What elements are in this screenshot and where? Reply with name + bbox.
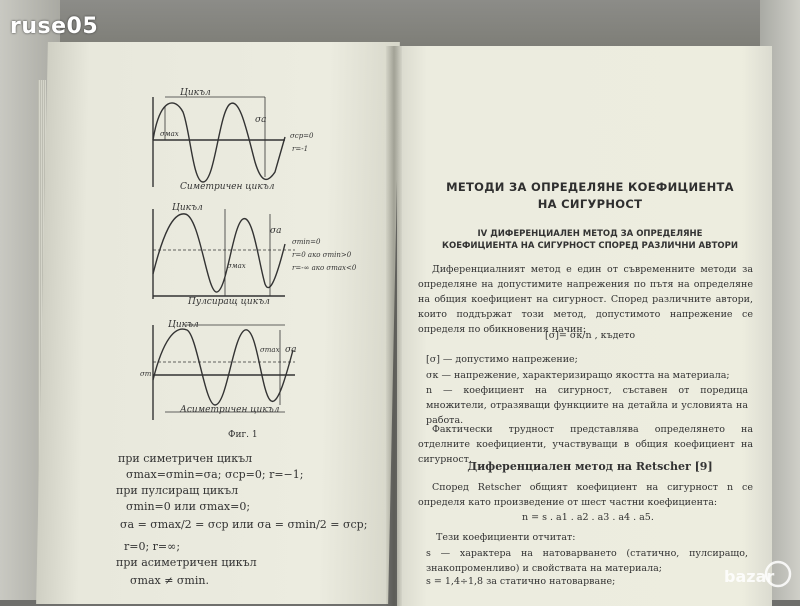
left-line-2: σmax=σmin=σa; σср=0; r=−1; [126,468,304,481]
fig1-r1: σср=0 [290,132,314,140]
paragraph-3: Според Retscher общият коефициент на сигурност n се определя като произведение от шест частни коефициента: [418,482,753,508]
page-title-line2: НА СИГУРНОСТ [537,197,643,211]
definition-5: s = 1,4÷1,8 за статично натоварване; [426,576,616,587]
fig2-cycle-label: Цикъл [172,203,203,213]
pulsating-cycle-graph [153,209,295,299]
section-heading-retscher: Диференциален метод на Retscher [9] [467,460,713,473]
figure-caption: Фиг. 1 [228,430,258,440]
left-line-8: σmax ≠ σmin. [130,574,209,587]
fig3-caption: Асиметричен цикъл [180,405,280,415]
book-gutter [386,46,402,606]
page-title-line1: МЕТОДИ ЗА ОПРЕДЕЛЯНЕ КОЕФИЦИЕНТА [446,180,734,194]
logo-text: bazar [724,567,775,586]
fig3-sigma-max: σmax [260,346,280,354]
fig2-r3: r=-∞ ако σmах<0 [292,264,357,272]
section-subtitle-line2: КОЕФИЦИЕНТА НА СИГУРНОСТ СПОРЕД РАЗЛИЧНИ АВТОРИ [442,241,738,251]
fig1-cycle-label: Цикъл [180,88,211,98]
fig3-sigma-m: σm [140,370,152,378]
paragraph-1: Диференциалният метод е един от съвременните методи за определяне на допустимите напрежения по пътя на определяне на общия коефициент на сигурност. Според различните автори, които поддържат този метод, допустимото напрежение се определя по обикновения начин: [418,264,753,335]
formula-allowable-stress: [σ]= σк/n , където [545,330,636,341]
definition-3: n — коефициент на сигурност, съставен от поредица множители, отразяващи функциите на детайла и условията на работа. [426,385,748,426]
fig2-sigma-max: σмах [227,262,246,270]
fig2-caption: Пулсиращ цикъл [188,297,270,307]
fig2-r2: r=0 ако σmin>0 [292,251,352,259]
cycle-figures [135,92,375,432]
fig3-sigma-a: σа [285,345,297,355]
watermark: ruse05 [10,14,99,39]
left-line-7: при асиметричен цикъл [116,556,257,569]
left-line-5: σa = σmax/2 = σср или σa = σmin/2 = σср; [120,518,368,531]
symmetric-cycle-graph [153,97,285,187]
section-subtitle-line1: IV ДИФЕРЕНЦИАЛЕН МЕТОД ЗА ОПРЕДЕЛЯНЕ [477,229,703,239]
fig2-r1: σmin=0 [292,238,321,246]
left-line-3: при пулсиращ цикъл [116,484,239,497]
definition-2: σк — напрежение, характеризиращо якостта на материала; [426,370,730,381]
definition-4: s — характера на натоварването (статично, пулсиращо, знакопроменливо) и свойствата на материала; [426,548,748,574]
left-line-6: r=0; r=∞; [124,540,181,553]
left-line-1: при симетричен цикъл [118,452,253,465]
left-line-4: σmin=0 или σmax=0; [126,500,251,513]
fig1-r2: r=-1 [292,145,309,153]
formula-product: n = s . a1 . a2 . a3 . a4 . a5. [522,512,654,523]
fig1-caption: Симетричен цикъл [180,182,275,192]
bazar-logo [722,556,792,596]
fig3-cycle-label: Цикъл [168,320,199,330]
definition-1: [σ] — допустимо напрежение; [426,354,578,365]
fig1-sigma-a: σа [255,115,267,125]
paragraph-4: Тези коефициенти отчитат: [436,532,576,543]
fig2-sigma-a: σа [270,226,282,236]
paragraph-2: Фактически трудност представлява определянето на отделните коефициенти, участвуващи в общия коефициент на сигурност. [418,424,753,465]
fig1-sigma-max: σмах [160,130,179,138]
